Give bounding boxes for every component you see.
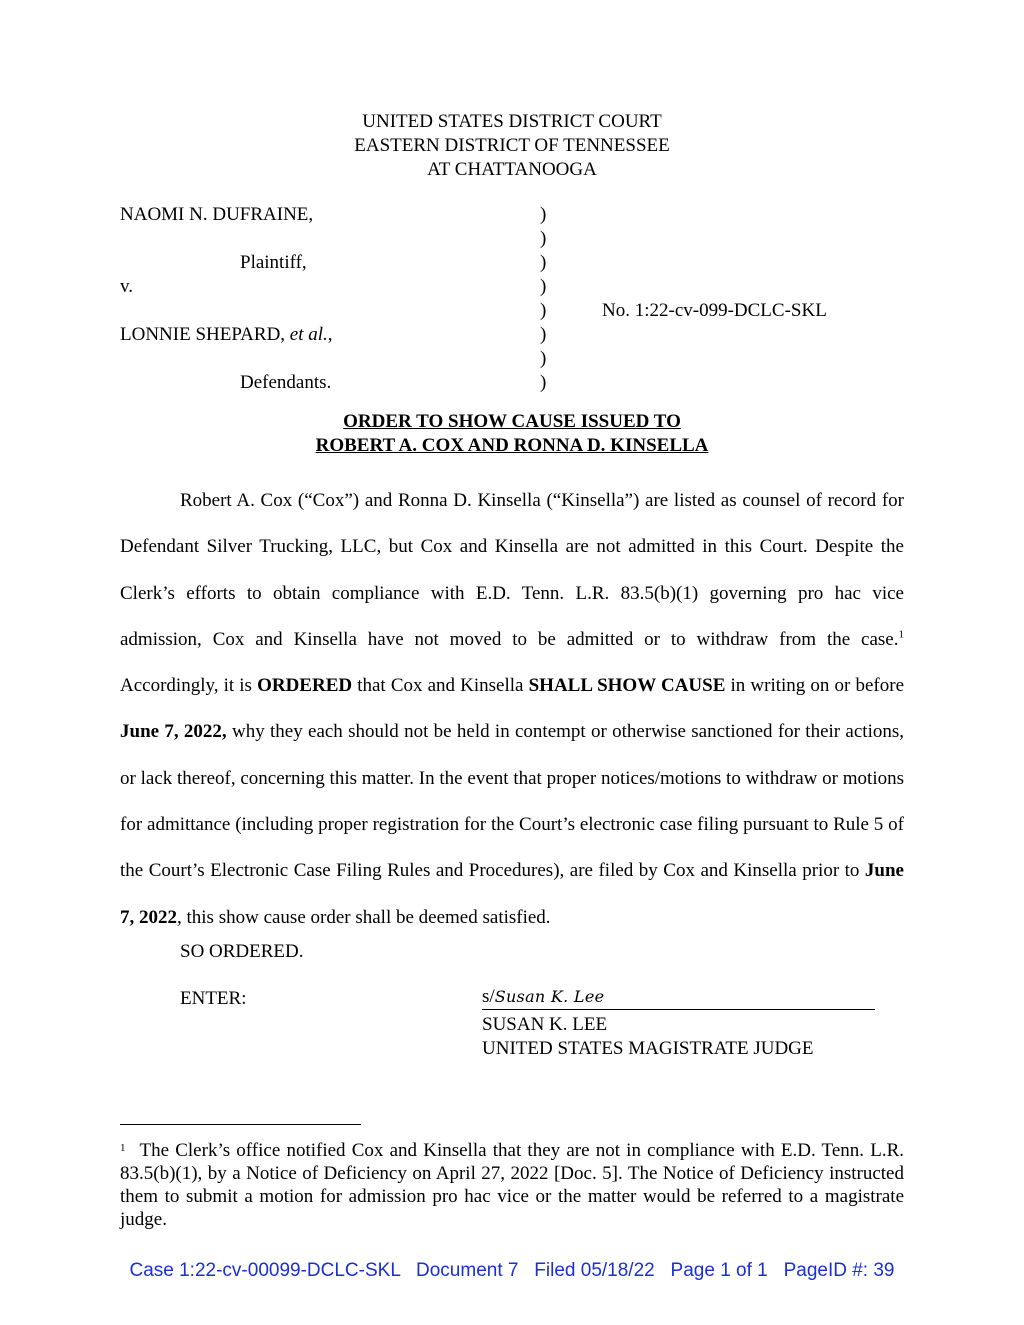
defendant-etal: et al. (289, 324, 328, 345)
court-district: EASTERN DISTRICT OF TENNESSEE (354, 135, 670, 156)
caption-paren: ) (540, 300, 547, 321)
caption-paren: ) (540, 348, 547, 369)
plaintiff-name: NAOMI N. DUFRAINE, (120, 204, 314, 225)
versus: v. (120, 276, 134, 297)
signature-script: Susan K. Lee (494, 987, 605, 1006)
filing-footer: Case 1:22-cv-00099-DCLC-SKL Document 7 Filed 05/18/22 Page 1 of 1 PageID #: 39 (129, 1260, 895, 1281)
order-title-line1: ORDER TO SHOW CAUSE ISSUED TO (343, 411, 681, 432)
plaintiff-role: Plaintiff, (240, 252, 307, 273)
footnote-marker: 1 (120, 1142, 126, 1154)
caption-paren: ) (540, 276, 547, 297)
defendant-name: LONNIE SHEPARD, (120, 324, 286, 345)
judge-name: SUSAN K. LEE (482, 1014, 608, 1035)
footnote-divider (120, 1124, 361, 1125)
caption-paren: ) (540, 324, 547, 345)
order-body (120, 478, 904, 941)
defendant-role: Defendants. (240, 372, 332, 393)
signature-line (482, 985, 875, 1010)
footnote (120, 1137, 904, 1231)
order-paragraph: Robert A. Cox (“Cox”) and Ronna D. Kinsella (“Kinsella”) are listed as counsel of record for Defendant Silver Trucking, LLC, but Cox and Kinsella are not admitted in this Court. Despite the Clerk’s efforts to obtain compliance with E.D. Tenn. L.R. 83.5(b)(1) governing pro hac vice admission, Cox and Kinsella have not moved to be admitted or to withdraw from the case.$^1$ Accordingly, it is ORDERED that Cox and Kinsella SHALL SHOW CAUSE in writing on or before June 7, 2022, why they each should not be held in contempt or otherwise sanctioned for their actions, or lack thereof, concerning this matter. In the event that proper notices/motions to withdraw or motions for admittance (including proper registration for the Court’s electronic case filing pursuant to Rule 5 of the Court’s Electronic Case Filing Rules and Procedures), are filed by Cox and Kinsella prior to June 7, 2022, this show cause order shall be deemed satisfied. (120, 490, 905, 928)
order-title-line2: ROBERT A. COX AND RONNA D. KINSELLA (315, 435, 709, 456)
defendant-line: LONNIE SHEPARD, et al., (120, 324, 333, 345)
caption-paren: ) (540, 372, 547, 393)
court-location: AT CHATTANOOGA (427, 159, 597, 180)
caption-paren: ) (540, 252, 547, 273)
case-caption-parties (120, 203, 520, 395)
caption-paren: ) (540, 228, 547, 249)
caption-paren: ) (540, 204, 547, 225)
enter-label: ENTER: (180, 988, 247, 1009)
order-title (0, 410, 1024, 458)
footnote-reference[interactable]: 1 (898, 628, 904, 641)
case-number: No. 1:22-cv-099-DCLC-SKL (602, 300, 827, 321)
footnote-text: The Clerk’s office notified Cox and Kinsella that they are not in compliance with E.D. Tenn. L.R. 83.5(b)(1), by a Notice of Deficiency on April 27, 2022 [Doc. 5]. The Notice of Deficiency instructed them to submit a motion for admission pro hac vice or the matter would be referred to a magistrate judge. (120, 1140, 904, 1230)
judge-title: UNITED STATES MAGISTRATE JUDGE (482, 1038, 814, 1059)
signature-prefix: s/ (482, 986, 495, 1007)
caption-parentheses (540, 203, 546, 395)
court-header (0, 110, 1024, 182)
so-ordered: SO ORDERED. (180, 941, 304, 962)
court-name: UNITED STATES DISTRICT COURT (362, 111, 662, 132)
